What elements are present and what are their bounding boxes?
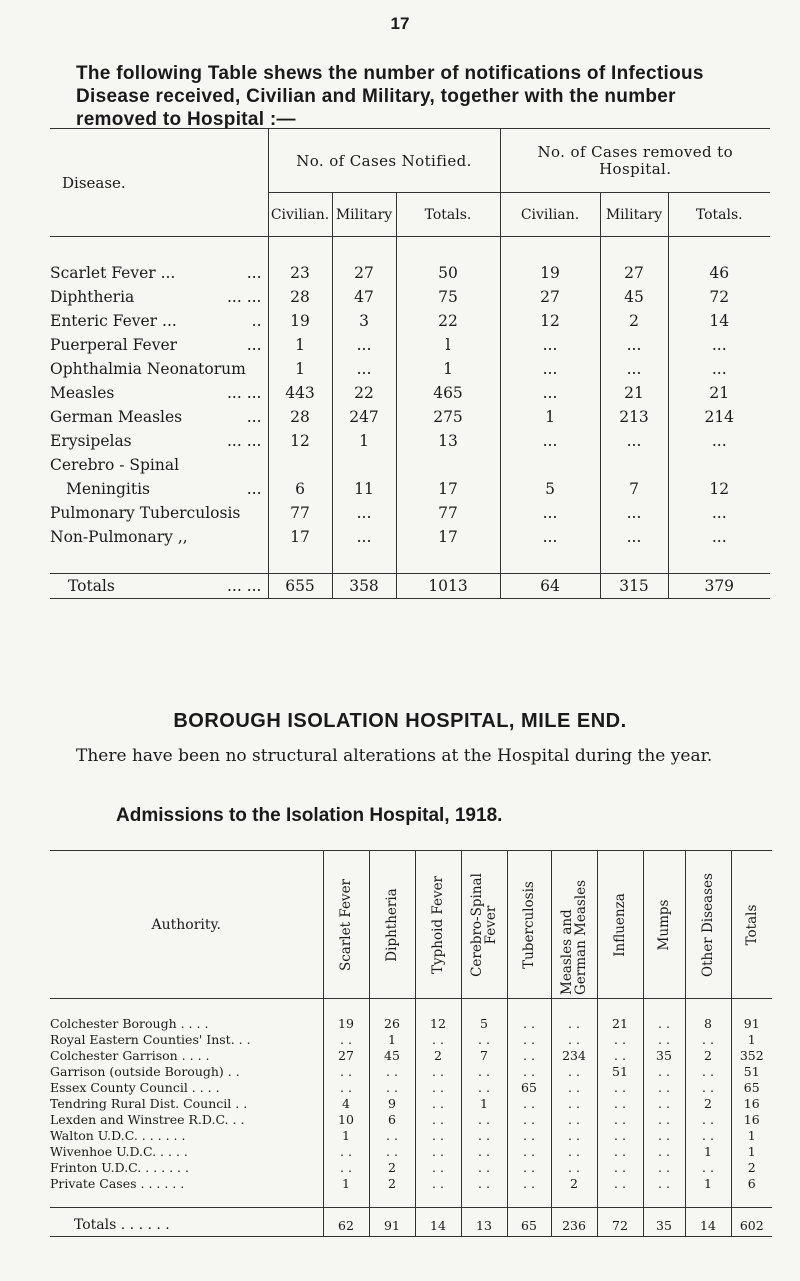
intro-text: The following Table shews the number of notifications of Infectious Disease received, Civilian and Military, together with the number removed to Hospital :— — [76, 63, 704, 130]
disease-name: Erysipelas ... ... — [50, 429, 268, 453]
table-cell: . . — [597, 1127, 643, 1143]
admissions-table — [50, 850, 772, 1237]
table-cell: 655 — [268, 574, 332, 599]
table-cell: . . — [643, 1079, 685, 1095]
table-cell: . . — [415, 1111, 461, 1127]
table-cell: 315 — [600, 574, 668, 599]
table-cell: 12 — [415, 1015, 461, 1031]
table-cell: 275 — [396, 405, 500, 429]
table-cell — [600, 453, 668, 477]
table-cell: . . — [551, 1111, 597, 1127]
table-cell: 1 — [396, 357, 500, 381]
table-cell: . . — [323, 1143, 369, 1159]
table-cell: 236 — [551, 1208, 597, 1237]
table-cell: 65 — [507, 1208, 551, 1237]
table-cell: . . — [551, 1079, 597, 1095]
table-cell: . . — [507, 1143, 551, 1159]
table-cell: 443 — [268, 381, 332, 405]
table-cell: . . — [461, 1175, 507, 1191]
notified-header: No. of Cases Notified. — [268, 129, 500, 193]
table-cell: 19 — [323, 1015, 369, 1031]
table-cell: . . — [551, 1063, 597, 1079]
table-cell: 21 — [597, 1015, 643, 1031]
table-cell: 91 — [369, 1208, 415, 1237]
table-cell: 1 — [500, 405, 600, 429]
table-cell: 352 — [739, 1047, 764, 1063]
table-cell: . . — [597, 1159, 643, 1175]
table-row — [50, 429, 770, 453]
table-cell: . . — [507, 1127, 551, 1143]
table-cell: ... — [711, 528, 727, 546]
disease-name: Enteric Fever ... .. — [50, 309, 268, 333]
table-cell: . . — [507, 1175, 551, 1191]
table-cell: ... — [711, 360, 727, 378]
removed-header: No. of Cases removed to Hospital. — [500, 129, 770, 193]
table-cell: 62 — [323, 1208, 369, 1237]
table-cell: 21 — [600, 381, 668, 405]
table-cell: . . — [643, 1095, 685, 1111]
table-cell: 14 — [685, 1208, 731, 1237]
table-cell: 3 — [332, 309, 396, 333]
table-cell: . . — [643, 1175, 685, 1191]
table-cell: . . — [597, 1079, 643, 1095]
table-cell: ... — [600, 525, 668, 549]
table-row — [50, 477, 770, 501]
table-cell: . . — [461, 1031, 507, 1047]
table-cell: . . — [551, 1031, 597, 1047]
table-cell: 77 — [396, 501, 500, 525]
table-row — [50, 525, 770, 549]
table-cell: 1 — [323, 1127, 369, 1143]
table-cell — [668, 453, 770, 477]
table-cell: l — [396, 333, 500, 357]
table-cell: 16 — [743, 1111, 760, 1127]
table-cell: 27 — [332, 261, 396, 285]
disease-name: Scarlet Fever ... ... — [50, 261, 268, 285]
table-cell: ... — [500, 525, 600, 549]
disease-name: Puerperal Fever ... — [50, 333, 268, 357]
table-cell: . . — [685, 1111, 731, 1127]
table-cell: . . — [507, 1111, 551, 1127]
isolation-hospital-heading: BOROUGH ISOLATION HOSPITAL, MILE END. — [173, 710, 627, 732]
column-header-other-diseases: Other Diseases — [700, 872, 716, 977]
admissions-heading: Admissions to the Isolation Hospital, 1918. — [116, 805, 503, 826]
table-cell: 72 — [709, 288, 730, 306]
table-cell: ... — [600, 429, 668, 453]
subheader-totals-removed: Totals. — [668, 193, 770, 237]
table-cell: . . — [461, 1063, 507, 1079]
table-cell: ... — [500, 333, 600, 357]
table-cell: ... — [711, 504, 727, 522]
table-cell: 17 — [396, 525, 500, 549]
table-cell: 1 — [747, 1143, 756, 1159]
table-cell: 45 — [600, 285, 668, 309]
table-cell: 234 — [551, 1047, 597, 1063]
table-cell: 2 — [600, 309, 668, 333]
table-row — [50, 1047, 772, 1063]
table-cell: 22 — [396, 309, 500, 333]
table-cell: 2 — [685, 1047, 731, 1063]
disease-name: Diphtheria ... ... — [50, 285, 268, 309]
table-cell: . . — [323, 1063, 369, 1079]
table-cell: 11 — [332, 477, 396, 501]
table-cell: . . — [551, 1143, 597, 1159]
table-cell: . . — [685, 1079, 731, 1095]
table-row — [50, 1143, 772, 1159]
table-cell: ... — [500, 381, 600, 405]
table-cell: 1 — [323, 1175, 369, 1191]
table-row — [50, 285, 770, 309]
table-cell: 1 — [369, 1031, 415, 1047]
table-cell: . . — [415, 1079, 461, 1095]
table-cell: . . — [415, 1031, 461, 1047]
subheader-military-removed: Military — [600, 193, 668, 237]
table-cell: 465 — [396, 381, 500, 405]
table-cell: ... — [500, 501, 600, 525]
table-cell: . . — [369, 1143, 415, 1159]
table-cell: . . — [369, 1079, 415, 1095]
table-cell: . . — [415, 1063, 461, 1079]
authority-name: Royal Eastern Counties' Inst. . . — [50, 1031, 323, 1047]
table-cell: 379 — [704, 577, 735, 595]
table-cell: 9 — [369, 1095, 415, 1111]
table-row — [50, 1175, 772, 1191]
table-cell: 26 — [369, 1015, 415, 1031]
table-cell: 2 — [369, 1175, 415, 1191]
table-cell: 72 — [597, 1208, 643, 1237]
table-cell: 51 — [597, 1063, 643, 1079]
authority-name: Essex County Council . . . . — [50, 1079, 323, 1095]
table-cell: 45 — [369, 1047, 415, 1063]
table-row — [50, 261, 770, 285]
table-cell: ... — [600, 333, 668, 357]
table-cell: 46 — [709, 264, 730, 282]
table-cell: 1 — [747, 1031, 756, 1047]
column-header-mumps: Mumps — [656, 899, 672, 950]
authority-name: Wivenhoe U.D.C. . . . . — [50, 1143, 323, 1159]
table-row — [50, 1079, 772, 1095]
table-row — [50, 1159, 772, 1175]
table-row — [50, 357, 770, 381]
table-cell: 27 — [600, 261, 668, 285]
table-cell: . . — [643, 1143, 685, 1159]
table-cell: . . — [643, 1111, 685, 1127]
table-cell: . . — [507, 1015, 551, 1031]
column-header-totals: Totals — [743, 904, 760, 945]
table-cell: . . — [551, 1015, 597, 1031]
disease-name: Meningitis ... — [50, 477, 268, 501]
table-row — [50, 1095, 772, 1111]
table-cell: . . — [461, 1111, 507, 1127]
table-row — [50, 501, 770, 525]
column-header-measles: Measles and German Measles — [559, 879, 589, 995]
totals-label: Totals ... ... — [50, 574, 268, 599]
table-cell: 7 — [461, 1047, 507, 1063]
table-cell: 602 — [739, 1217, 764, 1233]
table-row — [50, 1127, 772, 1143]
subheader-civilian-notified: Civilian. — [268, 193, 332, 237]
table-cell: . . — [507, 1047, 551, 1063]
table-cell: . . — [461, 1127, 507, 1143]
table-cell: 27 — [500, 285, 600, 309]
table-cell: . . — [685, 1031, 731, 1047]
table-cell: 19 — [268, 309, 332, 333]
authority-name: Private Cases . . . . . . — [50, 1175, 323, 1191]
table-cell: . . — [685, 1063, 731, 1079]
table-row — [50, 1031, 772, 1047]
table-cell: 247 — [332, 405, 396, 429]
table-cell: ... — [711, 336, 727, 354]
table-cell: 8 — [685, 1015, 731, 1031]
column-header-typhoid-fever: Typhoid Fever — [430, 875, 446, 974]
disease-name: Cerebro - Spinal — [50, 453, 268, 477]
table-cell: 6 — [747, 1175, 756, 1191]
table-cell: ... — [711, 432, 727, 450]
table-cell: 1 — [685, 1143, 731, 1159]
table-cell: . . — [415, 1143, 461, 1159]
table-cell: 1 — [685, 1175, 731, 1191]
table-cell: 21 — [709, 384, 730, 402]
table-cell — [396, 453, 500, 477]
totals-row — [50, 1208, 772, 1237]
table-cell: 6 — [268, 477, 332, 501]
table-row — [50, 309, 770, 333]
table-cell: 35 — [643, 1208, 685, 1237]
table-cell: 50 — [396, 261, 500, 285]
table-cell: 14 — [709, 312, 730, 330]
authority-name: Tendring Rural Dist. Council . . — [50, 1095, 323, 1111]
notifications-table — [50, 128, 770, 599]
table-cell: 6 — [369, 1111, 415, 1127]
table-cell: 65 — [743, 1079, 760, 1095]
table-cell: 2 — [415, 1047, 461, 1063]
table-cell: . . — [597, 1031, 643, 1047]
disease-name: German Measles ... — [50, 405, 268, 429]
table-cell: ... — [332, 525, 396, 549]
subheader-military-notified: Military — [332, 193, 396, 237]
table-cell: 5 — [500, 477, 600, 501]
table-cell: 19 — [500, 261, 600, 285]
table-cell: . . — [685, 1159, 731, 1175]
table-cell: 358 — [332, 574, 396, 599]
authority-name: Walton U.D.C. . . . . . . — [50, 1127, 323, 1143]
table-cell: 28 — [268, 405, 332, 429]
table-cell: ... — [600, 357, 668, 381]
table-cell: . . — [643, 1159, 685, 1175]
table-cell: . . — [643, 1031, 685, 1047]
authority-name: Lexden and Winstree R.D.C. . . — [50, 1111, 323, 1127]
authority-name: Colchester Garrison . . . . — [50, 1047, 323, 1063]
table-cell: 7 — [600, 477, 668, 501]
table-cell: . . — [507, 1159, 551, 1175]
table-cell: 2 — [369, 1159, 415, 1175]
structural-alterations-paragraph: There have been no structural alterations at the Hospital during the year. — [76, 746, 713, 766]
table-cell: 28 — [268, 285, 332, 309]
table-cell: . . — [685, 1127, 731, 1143]
table-cell: . . — [507, 1031, 551, 1047]
table-cell: . . — [461, 1159, 507, 1175]
table-cell: ... — [500, 429, 600, 453]
disease-header: Disease. — [50, 129, 268, 237]
table-cell: 2 — [747, 1159, 756, 1175]
table-cell: 214 — [704, 408, 735, 426]
table-cell: . . — [461, 1079, 507, 1095]
table-row — [50, 1015, 772, 1031]
table-row — [50, 1063, 772, 1079]
table-cell: 5 — [461, 1015, 507, 1031]
table-cell: 17 — [268, 525, 332, 549]
column-header-diphtheria: Diphtheria — [384, 887, 400, 962]
column-header-tuberculosis: Tuberculosis — [521, 880, 537, 969]
table-cell: . . — [323, 1031, 369, 1047]
table-cell: ... — [332, 333, 396, 357]
table-row — [50, 1111, 772, 1127]
table-row — [50, 405, 770, 429]
column-header-cerebro-spinal-fever: Cerebro-Spinal Fever — [469, 872, 499, 977]
table-cell: . . — [597, 1095, 643, 1111]
table-cell: . . — [597, 1047, 643, 1063]
table-cell: 12 — [500, 309, 600, 333]
table-cell: 1 — [332, 429, 396, 453]
table-cell: 4 — [323, 1095, 369, 1111]
table-cell: 17 — [396, 477, 500, 501]
table-cell: 91 — [743, 1015, 760, 1031]
disease-name: Measles ... ... — [50, 381, 268, 405]
table-cell: . . — [323, 1159, 369, 1175]
table-row — [50, 333, 770, 357]
table-cell: 14 — [415, 1208, 461, 1237]
table-cell: 27 — [323, 1047, 369, 1063]
column-header-scarlet-fever: Scarlet Fever — [338, 878, 354, 971]
table-cell: . . — [597, 1143, 643, 1159]
authority-name: Garrison (outside Borough) . . — [50, 1063, 323, 1079]
table-cell: . . — [551, 1127, 597, 1143]
table-cell — [268, 453, 332, 477]
disease-name: Non-Pulmonary ,, — [50, 525, 268, 549]
table-cell: . . — [323, 1079, 369, 1095]
table-cell: . . — [597, 1111, 643, 1127]
table-cell: 51 — [743, 1063, 760, 1079]
table-cell: 12 — [709, 480, 730, 498]
table-cell: 1 — [268, 333, 332, 357]
table-cell: 64 — [500, 574, 600, 599]
table-cell: 2 — [551, 1175, 597, 1191]
table-cell: 13 — [396, 429, 500, 453]
table-row — [50, 381, 770, 405]
table-cell: . . — [507, 1095, 551, 1111]
table-cell: 35 — [643, 1047, 685, 1063]
table-cell: . . — [643, 1063, 685, 1079]
table-cell: . . — [415, 1175, 461, 1191]
table-cell: . . — [597, 1175, 643, 1191]
table-cell: 16 — [743, 1095, 760, 1111]
authority-name: Frinton U.D.C. . . . . . . — [50, 1159, 323, 1175]
disease-name: Ophthalmia Neonatorum — [50, 357, 268, 381]
table-cell: 65 — [507, 1079, 551, 1095]
table-cell: 213 — [600, 405, 668, 429]
table-cell: 47 — [332, 285, 396, 309]
table-cell — [332, 453, 396, 477]
table-cell: . . — [415, 1127, 461, 1143]
totals-label: Totals . . . . . . — [50, 1208, 323, 1237]
table-cell — [500, 453, 600, 477]
table-cell: . . — [507, 1063, 551, 1079]
table-cell: 13 — [461, 1208, 507, 1237]
table-cell: ... — [500, 357, 600, 381]
table-cell: 75 — [396, 285, 500, 309]
disease-name: Pulmonary Tuberculosis — [50, 501, 268, 525]
table-cell: . . — [415, 1159, 461, 1175]
table-cell: 1 — [747, 1127, 756, 1143]
table-cell: . . — [369, 1063, 415, 1079]
table-cell: 77 — [268, 501, 332, 525]
table-cell: . . — [643, 1015, 685, 1031]
authority-header: Authority. — [50, 851, 323, 999]
table-cell: . . — [369, 1127, 415, 1143]
table-cell: 2 — [685, 1095, 731, 1111]
table-cell: . . — [551, 1159, 597, 1175]
authority-name: Colchester Borough . . . . — [50, 1015, 323, 1031]
subheader-civilian-removed: Civilian. — [500, 193, 600, 237]
table-cell: ... — [332, 357, 396, 381]
page-number: 17 — [390, 14, 410, 33]
table-cell: ... — [600, 501, 668, 525]
table-cell: . . — [551, 1095, 597, 1111]
table-cell: 12 — [268, 429, 332, 453]
table-cell: ... — [332, 501, 396, 525]
table-cell: 23 — [268, 261, 332, 285]
table-cell: . . — [415, 1095, 461, 1111]
table-cell: 10 — [323, 1111, 369, 1127]
totals-row — [50, 574, 770, 599]
table-cell: . . — [643, 1127, 685, 1143]
table-cell: 1 — [461, 1095, 507, 1111]
table-cell: 1013 — [396, 574, 500, 599]
column-header-influenza: Influenza — [612, 892, 628, 957]
table-cell: . . — [461, 1143, 507, 1159]
table-row — [50, 453, 770, 477]
table-cell: 22 — [332, 381, 396, 405]
table-cell: 1 — [268, 357, 332, 381]
subheader-totals-notified: Totals. — [396, 193, 500, 237]
